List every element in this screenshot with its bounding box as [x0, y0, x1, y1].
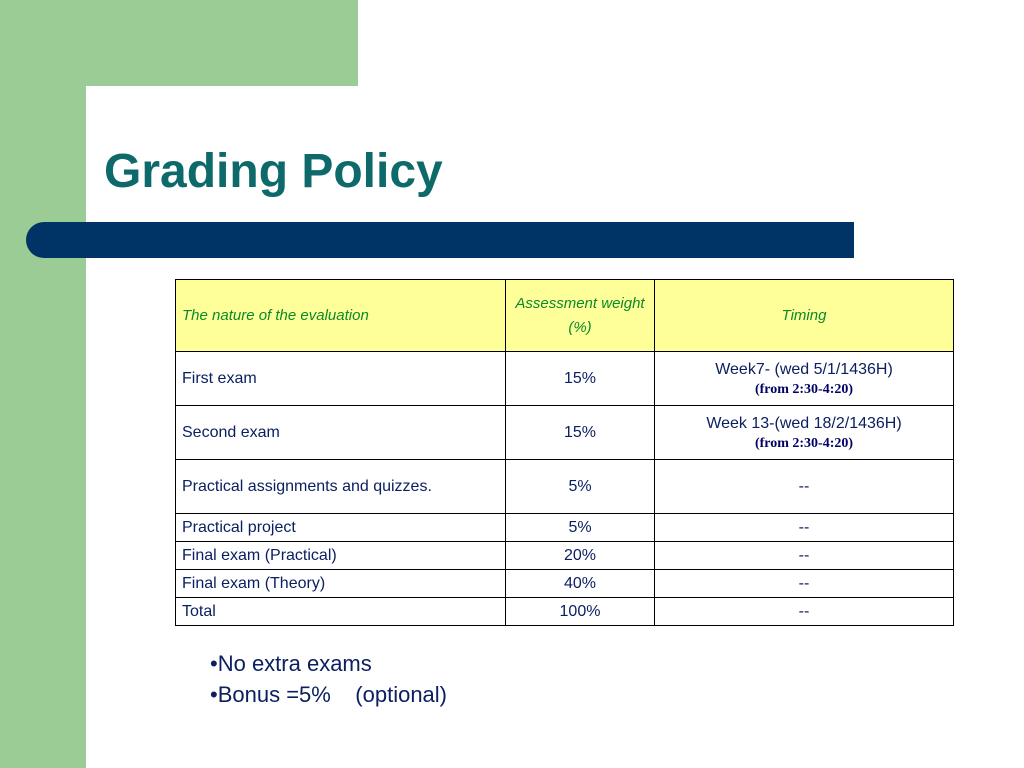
row-timing [655, 406, 954, 460]
row-weight: 40% [506, 570, 655, 598]
page-title: Grading Policy [104, 145, 443, 198]
grading-table [175, 279, 954, 626]
row-weight: 100% [506, 598, 655, 626]
table-row [176, 570, 954, 598]
table-row [176, 406, 954, 460]
table-row [176, 352, 954, 406]
table-row [176, 542, 954, 570]
left-green-band [0, 0, 86, 768]
row-weight: 15% [506, 406, 655, 460]
row-nature: Second exam [176, 406, 506, 460]
table-row [176, 598, 954, 626]
row-weight: 15% [506, 352, 655, 406]
row-nature: Practical assignments and quizzes. [176, 460, 506, 514]
row-timing: -- [655, 598, 954, 626]
row-nature: Final exam (Practical) [176, 542, 506, 570]
row-nature: First exam [176, 352, 506, 406]
table-row [176, 460, 954, 514]
row-timing: -- [655, 460, 954, 514]
row-weight: 5% [506, 460, 655, 514]
row-nature: Practical project [176, 514, 506, 542]
table-header-row [176, 280, 954, 352]
timing-week: Week7- (wed 5/1/1436H) [715, 360, 893, 378]
bullet-item: •No extra exams [210, 651, 372, 676]
title-underline-bar [26, 222, 854, 258]
row-weight: 5% [506, 514, 655, 542]
bullet-item: •Bonus =5% (optional) [210, 682, 448, 707]
bullet-list [210, 648, 447, 710]
timing-hours: (from 2:30-4:20) [754, 435, 854, 451]
timing-hours: (from 2:30-4:20) [754, 381, 854, 397]
row-timing: -- [655, 570, 954, 598]
row-nature: Final exam (Theory) [176, 570, 506, 598]
timing-week: Week 13-(wed 18/2/1436H) [706, 414, 902, 432]
row-nature: Total [176, 598, 506, 626]
row-timing: -- [655, 542, 954, 570]
row-timing: -- [655, 514, 954, 542]
header-timing: Timing [655, 280, 954, 352]
header-weight: Assessment weight (%) [506, 280, 655, 352]
row-weight: 20% [506, 542, 655, 570]
row-timing [655, 352, 954, 406]
table-row [176, 514, 954, 542]
header-nature: The nature of the evaluation [176, 280, 506, 352]
top-green-band [0, 0, 358, 86]
